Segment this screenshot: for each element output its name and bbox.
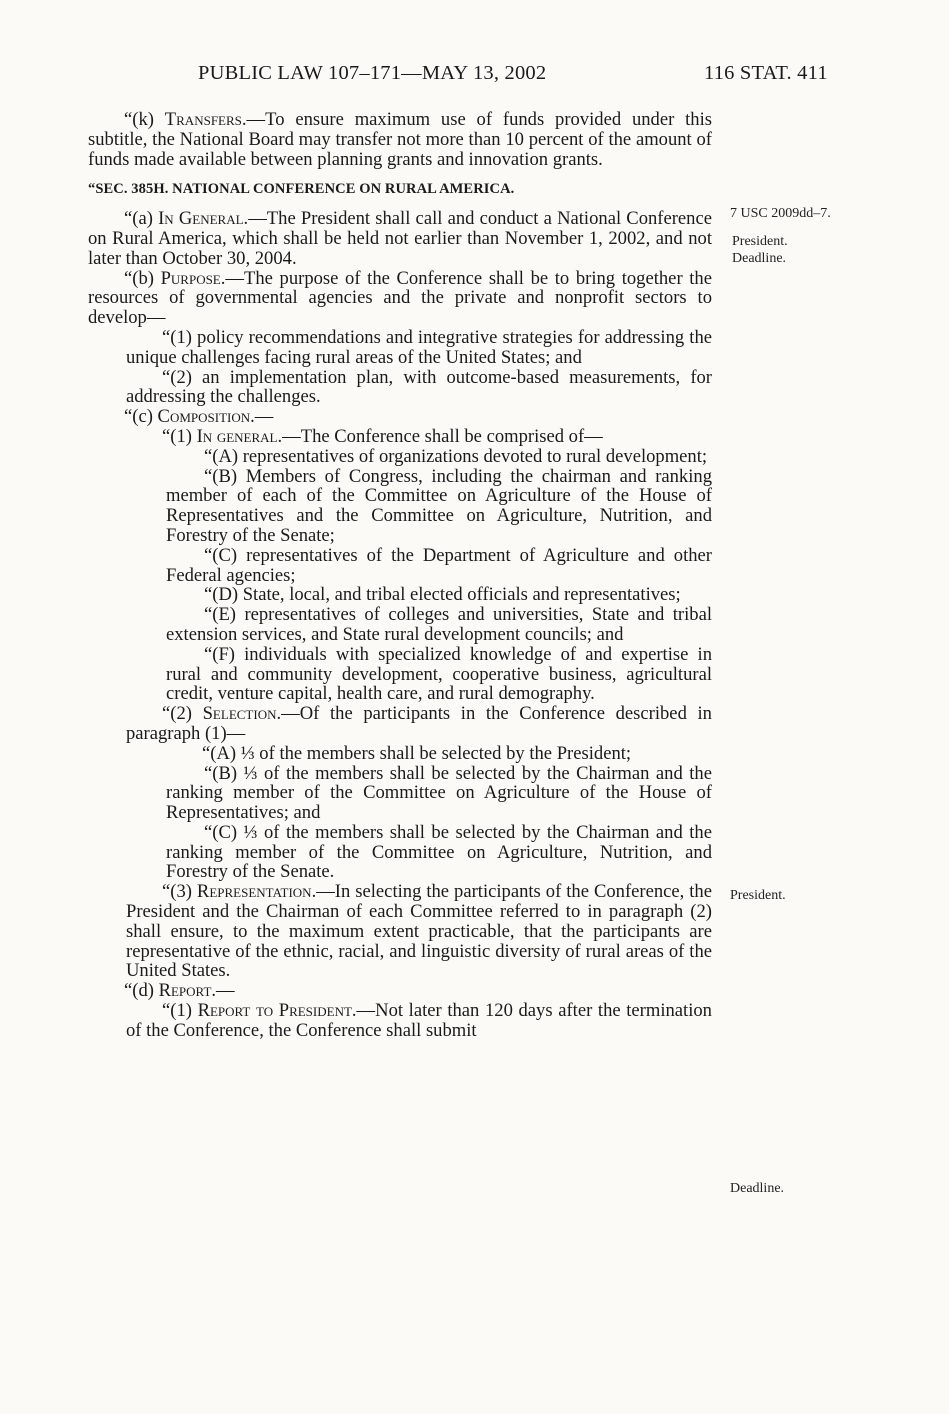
subparagraph-c1F: “(F) individuals with specialized knowledge of and expertise in rural and community development, cooperative business, agricultural credit, venture capital, health care, and rural demography. xyxy=(166,643,712,705)
margin-note-president-2: President. xyxy=(730,888,786,903)
subparagraph-c1D: “(D) State, local, and tribal elected officials and representatives; xyxy=(204,584,681,606)
subsection-k: “(k) Transfers.—To ensure maximum use of funds provided under this subtitle, the National Board may transfer not more than 10 percent of the amount of funds made available between planning grants and innovation grants. xyxy=(88,109,712,170)
subsection-d: “(d) Report.— xyxy=(124,980,235,1002)
statute-page-number: 116 STAT. 411 xyxy=(704,62,828,84)
margin-note-usc: 7 USC 2009dd–7. xyxy=(730,206,831,221)
margin-note-deadline-2: Deadline. xyxy=(730,1181,785,1196)
page-header xyxy=(0,62,949,92)
subparagraph-c1A: “(A) representatives of organizations devoted to rural development; xyxy=(204,445,708,467)
paragraph-c2: “(2) Selection.—Of the participants in the Conference described in paragraph (1)— xyxy=(126,703,712,744)
running-head-title: PUBLIC LAW 107–171—MAY 13, 2002 xyxy=(198,62,547,84)
paragraph-c3: “(3) Representation.—In selecting the participants of the Conference, the President and the Chairman of each Committee referred to in paragraph (2) shall ensure, to the maximum extent practicable, that the participants are representative of the ethnic, racial, and linguistic diversity of rural areas of the United States. xyxy=(126,881,712,982)
paragraph-c1: “(1) In general.—The Conference shall be comprised of— xyxy=(162,425,603,447)
subparagraph-c1C: “(C) representatives of the Department of Agriculture and other Federal agencies; xyxy=(166,544,712,586)
paragraph-b1: “(1) policy recommendations and integrative strategies for addressing the unique challenges facing rural areas of the United States; and xyxy=(126,326,712,368)
paragraph-d1: “(1) Report to President.—Not later than 120 days after the termination of the Conference, the Conference shall submit xyxy=(126,1000,712,1041)
statute-body xyxy=(88,110,712,1041)
margin-note-deadline: Deadline. xyxy=(732,251,787,266)
subparagraph-c2A: “(A) ⅓ of the members shall be selected by the President; xyxy=(202,742,632,764)
subparagraph-c2C: “(C) ⅓ of the members shall be selected by the Chairman and the ranking member of the Committee on Agriculture, Nutrition, and Forestry of the Senate. xyxy=(166,821,712,883)
subparagraph-c1B: “(B) Members of Congress, including the chairman and ranking member of each of the Committee on Agriculture of the House of Representatives and the Committee on Agriculture, Nutrition, and Forestry of the Senate; xyxy=(166,465,712,546)
subsection-b: “(b) Purpose.—The purpose of the Conference shall be to bring together the resources of governmental agencies and the private and nonprofit sectors to develop— xyxy=(88,267,712,329)
subsection-c: “(c) Composition.— xyxy=(124,406,274,428)
section-heading: “SEC. 385H. NATIONAL CONFERENCE ON RURAL AMERICA. xyxy=(88,181,515,198)
paragraph-b2: “(2) an implementation plan, with outcome-based measurements, for addressing the challenges. xyxy=(126,366,712,408)
subparagraph-c2B: “(B) ⅓ of the members shall be selected by the Chairman and the ranking member of the Committee on Agriculture of the House of Representatives; and xyxy=(166,762,712,824)
subparagraph-c1E: “(E) representatives of colleges and universities, State and tribal extension services, and State rural development councils; and xyxy=(166,604,712,645)
margin-note-president: President. xyxy=(732,234,788,249)
subsection-a: “(a) In General.—The President shall call and conduct a National Conference on Rural America, which shall be held not earlier than November 1, 2002, and not later than October 30, 2004. xyxy=(88,208,712,269)
